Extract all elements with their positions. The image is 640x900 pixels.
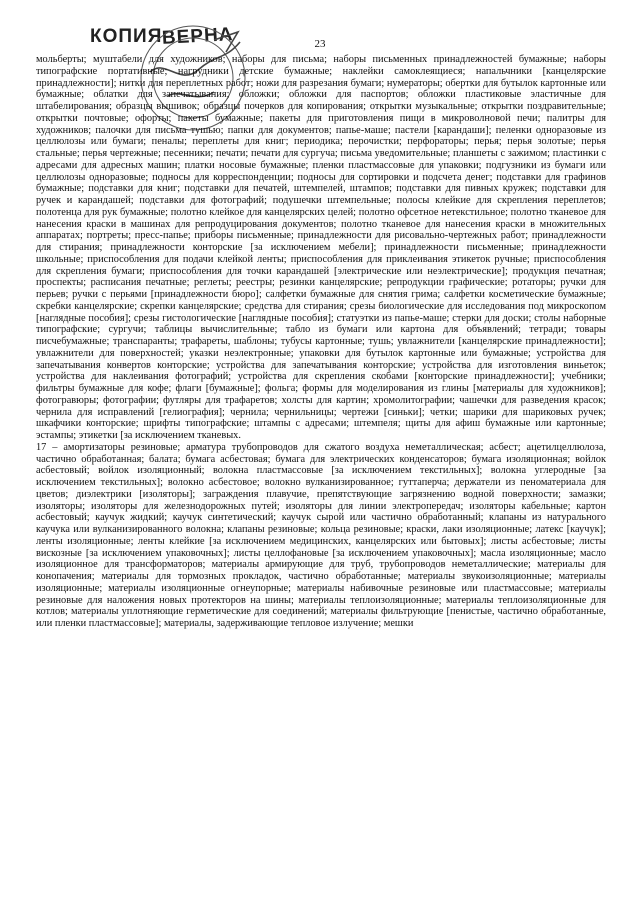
stamp-copy-label: КОПИЯ: [90, 26, 163, 47]
paragraph-class-16-continued: мольберты; муштабели для художников; наборы для письма; наборы письменных принадлежностей бумажные; наборы типографские портативные; нагрудники детские бумажные; наклейки самоклеящиеся; напальчники [канцелярские принадлежности]; нитки для переплетных работ; ножи для разрезания бумаги; нумераторы; обертки для бутылок картонные или бумажные; облатки для запечатывания; обложки; обложки для паспортов; обложки пластиковые эластичные для штабелирования; образцы вышивок; образцы почерков для копирования; открытки музыкальные; открытки поздравительные; открытки почтовые; офорты; пакеты бумажные; пакеты для приготовления пищи в микроволновой печи; палитры для художников; палочки для письма тушью; папки для документов; папье-маше; пастели [карандаши]; пеленки одноразовые из целлюлозы или бумаги; пеналы; переплеты для книг; периодика; перочистки; перфораторы; перья; перья золотые; перья стальные; перья чертежные; песенники; печати; печати для сургуча; письма уведомительные; планшеты с зажимом; пластинки с адресами для адресных машин; платки носовые бумажные; пленки пластмассовые для упаковки; подгузники из бумаги или целлюлозы одноразовые; подносы для корреспонденции; подносы для сортировки и подсчета денег; подставки для графинов бумажные; подставки для книг; подставки для печатей, штемпелей, штампов; подставки для пивных кружек; подставки для ручек и карандашей; подставки для фотографий; подушечки штемпельные; полосы клейкие для скрепления переплетов; полотенца для рук бумажные; полотно клейкое для канцелярских целей; полотно офсетное нетекстильное; полотно тканевое для нанесения краски в машинах для репродуцирования документов; полотно тканевое для нанесения краски в множительных аппаратах; портреты; пресс-папье; приборы письменные; принадлежности для рисовально-чертежных работ; принадлежности для стирания; принадлежности конторские [за исключением мебели]; принадлежности письменные; принадлежности школьные; приспособления для подачи клейкой ленты; приспособления для приклеивания этикеток ручные; приспособления для скрепления бумаги; приспособления для точки карандашей [электрические или неэлектрические]; продукция печатная; проспекты; расписания печатные; реглеты; реестры; резинки канцелярские; репродукции графические; ротаторы; ручки для перьев; ручки с перьями [принадлежности бюро]; салфетки бумажные для снятия грима; салфетки косметические бумажные; скребки канцелярские; скрепки канцелярские; средства для стирания; срезы биологические для исследования под микроскопом [наглядные пособия]; срезы гистологические [наглядные пособия]; статуэтки из папье-маше; стерки для доски; столы наборные типографские; сургучи; таблицы вычислительные; табло из бумаги или картона для объявлений; тетради; товары писчебумажные; транспаранты; трафареты, шаблоны; тубусы картонные; тушь; увлажнители [канцелярские принадлежности]; увлажнители для поверхностей; указки неэлектронные; упаковки для бутылок картонные или бумажные; устройства для запечатывания конвертов конторские; устройства для запечатывания конторские; устройства для изготовления виньеток; устройства для наклеивания фотографий; устройства для скрепления скобами [конторские принадлежности]; учебники; фильтры бумажные для кофе; флаги [бумажные]; фольга; формы для моделирования из глины [материалы для художников]; фотогравюры; фотографии; футляры для трафаретов; холсты для картин; хромолитографии; чашечки для разведения красок; чернила для исправлений [гелиография]; чернила; чернильницы; чертежи [синьки]; четки; шарики для шариковых ручек; шкафчики конторские; шрифты типографские; штампы с адресами; штемпеля; щиты для афиш бумажные или картонные; эстампы; этикетки [за исключением тканевых.: [36, 54, 606, 441]
document-body: [36, 54, 606, 630]
paragraph-class-17: 17 – амортизаторы резиновые; арматура трубопроводов для сжатого воздуха неметаллическая; асбест; ацетилцеллюлоза, частично обработанная; балата; бумага асбестовая; бумага для электрических конденсаторов; бумага изоляционная; войлок асбестовый; войлок изоляционный; волокна пластмассовые [за исключением текстильных]; волокна углеродные [за исключением текстильных]; волокно асбестовое; волокно вулканизированное; гуттаперча; держатели из пеноматериала для цветов; диэлектрики [изоляторы]; заграждения плавучие, препятствующие загрязнению водной поверхности; замазки; изоляторы; изоляторы для железнодорожных путей; изоляторы для линии электропередач; изоляторы кабельные; картон асбестовый; каучук жидкий; каучук синтетический; каучук сырой или частично обработанный; клапаны из натурального каучука или вулканизированного волокна; клапаны резиновые; кольца резиновые; краски, лаки изоляционные; латекс [каучук]; ленты изоляционные; ленты клейкие [за исключением медицинских, канцелярских или бытовых]; листы асбестовые; листы вискозные [за исключением упаковочных]; листы целлофановые [за исключением упаковочных]; масла изоляционные; масло изоляционное для трансформаторов; материалы армирующие для труб, трубопроводов неметаллические; материалы для конопачения; материалы для тормозных прокладок, частично обработанные; материалы звукоизоляционные; материалы изоляционные; материалы изоляционные огнеупорные; материалы набивочные резиновые или пластмассовые; материалы резиновые для наложения новых протекторов на шины; материалы теплоизоляционные; материалы теплоизоляционные для котлов; материалы уплотняющие герметические для соединений; материалы фильтрующие [пенистые, частично обработанные, или пленки пластмассовые]; материалы, задерживающие тепловое излучение; мешки: [36, 441, 606, 629]
stamp-verified-label: ВЕРНА: [161, 24, 234, 49]
page-number: 23: [314, 38, 326, 50]
